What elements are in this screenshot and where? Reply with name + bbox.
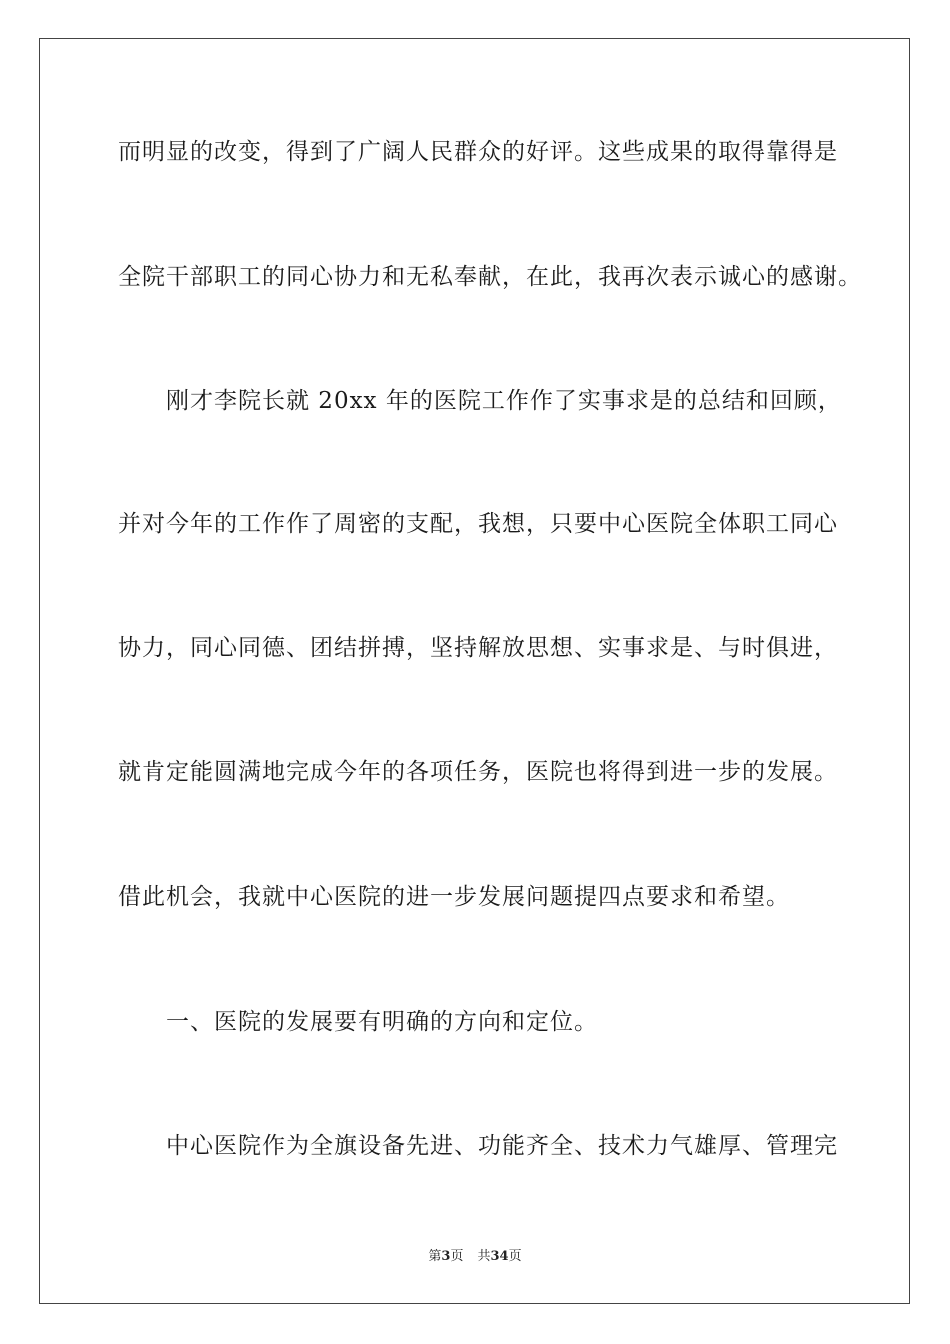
page-prefix: 第	[428, 1249, 442, 1264]
text-line-3: 刚才李院长就 20xx 年的医院工作作了实事求是的总结和回顾，	[166, 388, 842, 414]
text-line-6: 就肯定能圆满地完成今年的各项任务，医院也将得到进一步的发展。	[118, 759, 838, 785]
total-suffix: 页	[508, 1249, 522, 1264]
text-line-2: 全院干部职工的同心协力和无私奉献，在此，我再次表示诚心的感谢。	[118, 264, 862, 290]
page-number: 3	[441, 1249, 451, 1264]
text-line-7: 借此机会，我就中心医院的进一步发展问题提四点要求和希望。	[118, 884, 790, 910]
text-line-9: 中心医院作为全旗设备先进、功能齐全、技术力气雄厚、管理完	[166, 1133, 838, 1159]
text-line-4: 并对今年的工作作了周密的支配，我想，只要中心医院全体职工同心	[118, 511, 838, 537]
page-suffix: 页	[450, 1249, 464, 1264]
text-line-1: 而明显的改变，得到了广阔人民群众的好评。这些成果的取得靠得是	[118, 139, 838, 165]
page-border	[39, 38, 910, 1304]
total-pages: 34	[490, 1249, 509, 1264]
page-footer	[0, 1248, 950, 1266]
text-line-5: 协力，同心同德、团结拼搏，坚持解放思想、实事求是、与时俱进，	[118, 635, 838, 661]
section-heading-1: 一、医院的发展要有明确的方向和定位。	[166, 1009, 598, 1035]
total-prefix: 共	[477, 1249, 491, 1264]
